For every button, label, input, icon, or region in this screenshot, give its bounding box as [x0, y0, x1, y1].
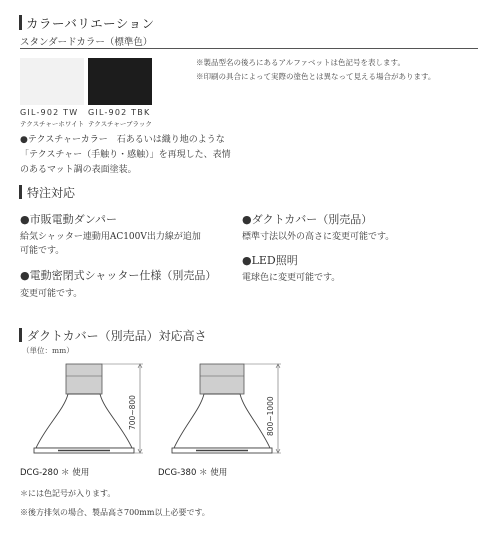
- hood-diagram-dcg280: [18, 360, 158, 462]
- option-title: ●LED照明: [242, 254, 298, 267]
- standard-color-subheading: スタンダードカラー（標準色）: [20, 37, 153, 48]
- height-range-label: 800~1000: [266, 396, 275, 436]
- texture-description: ●テクスチャーカラー 石あるいは織り地のような 「テクスチャー（手触り・感触）」を再現した、表情 のあるマット調の表面塗装。: [20, 135, 231, 175]
- swatch-black: [88, 58, 152, 105]
- figure-caption: DCG-380 ＊ 使用: [158, 468, 228, 478]
- color-note: ※印刷の具合によって実際の塗色とは異なって見える場合があります。: [196, 72, 436, 81]
- option-title: ●市販電動ダンパー: [20, 213, 117, 226]
- swatch-code: GIL-902 TW: [20, 108, 79, 117]
- option-desc: 変更可能です。: [20, 289, 83, 299]
- unit-label: （単位：mm）: [22, 346, 74, 355]
- option-desc: 可能です。: [20, 246, 65, 256]
- color-note: ※製品型名の後ろにあるアルファベットは色記号を表します。: [196, 58, 405, 67]
- divider: [20, 48, 478, 49]
- color-variation-heading: カラーバリエーション: [26, 16, 155, 31]
- hood-diagram-dcg380: [156, 360, 296, 462]
- height-range-label: 700~800: [128, 395, 137, 430]
- swatch-name: テクスチャーブラック: [88, 120, 152, 128]
- option-desc: 電球色に変更可能です。: [242, 273, 341, 283]
- section-marker: [19, 15, 22, 30]
- footnote: ＊には色記号が入ります。: [20, 489, 116, 498]
- footnote: ※後方排気の場合、製品高さ700mm以上必要です。: [20, 508, 210, 517]
- duct-cover-heading: ダクトカバー（別売品）対応高さ: [27, 329, 207, 343]
- option-desc: 標準寸法以外の高さに変更可能です。: [242, 232, 395, 242]
- special-order-heading: 特注対応: [27, 186, 76, 200]
- option-desc: 給気シャッター連動用AC100V出力線が追加: [20, 232, 201, 242]
- option-title: ●電動密閉式シャッター仕様（別売品）: [20, 269, 217, 282]
- option-title: ●ダクトカバー（別売品）: [242, 213, 373, 226]
- swatch-code: GIL-902 TBK: [88, 108, 151, 117]
- section-marker: [19, 185, 22, 199]
- swatch-white: [20, 58, 84, 105]
- section-marker: [19, 328, 22, 342]
- swatch-name: テクスチャーホワイト: [20, 120, 85, 128]
- figure-caption: DCG-280 ＊ 使用: [20, 468, 90, 478]
